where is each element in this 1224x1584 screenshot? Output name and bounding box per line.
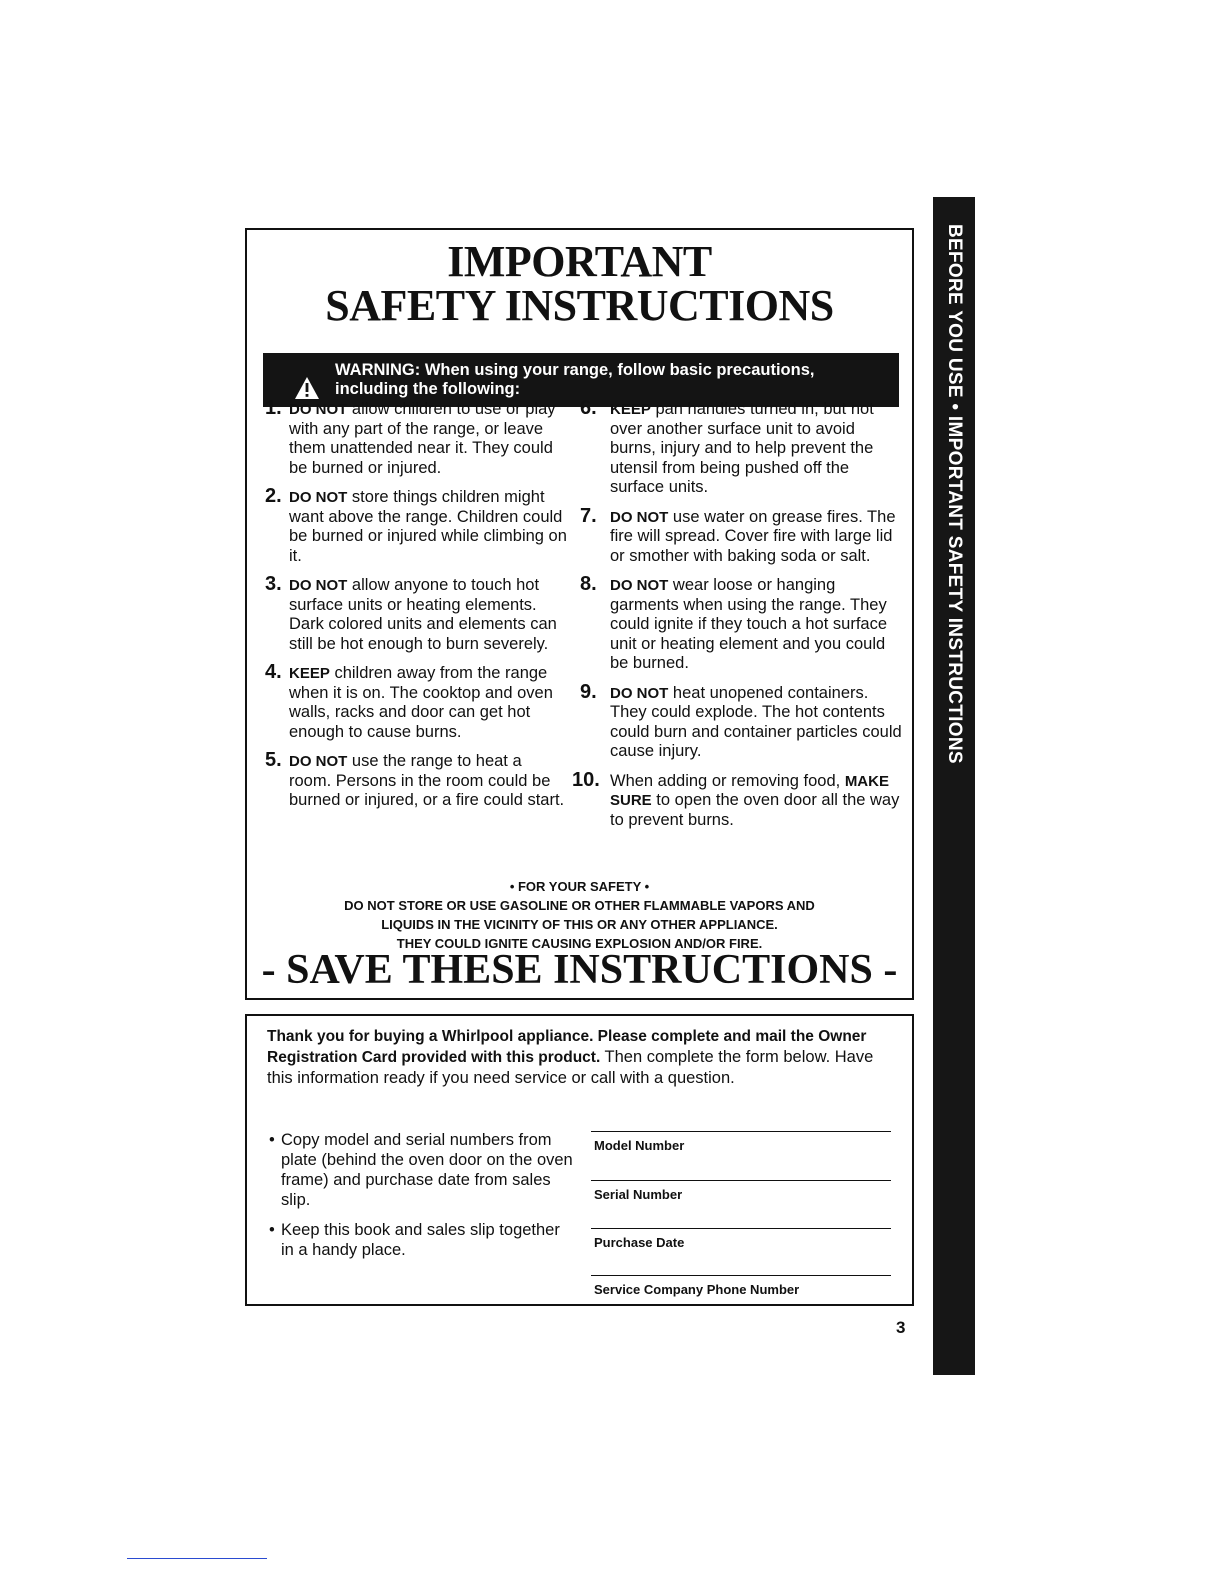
warning-text [335, 361, 895, 399]
instruction-item [580, 680, 902, 762]
instruction-text-pre: When adding or removing food, [610, 771, 845, 790]
warning-triangle-icon [295, 377, 319, 399]
instruction-text: allow children to use or play with any part of the range, or leave them unattended near it. They could be burned or injured. [289, 400, 556, 477]
instruction-text: heat unopened containers. They could explode. The hot contents could burn and container particles could cause injury. [610, 683, 902, 760]
page-number: 3 [896, 1318, 906, 1337]
instruction-text: use water on grease fires. The fire will spread. Cover fire with large lid or smother with baking soda or salt. [610, 507, 896, 565]
for-safety-line-2: LIQUIDS IN THE VICINITY OF THIS OR ANY OTHER APPLIANCE. [381, 917, 778, 932]
model-number-field[interactable] [591, 1131, 891, 1153]
instruction-number: 3. [265, 573, 282, 595]
instruction-item [259, 749, 567, 811]
instruction-keyword: KEEP [610, 401, 651, 418]
section-side-tab [933, 197, 975, 1375]
instruction-keyword: KEEP [289, 665, 330, 682]
instruction-text: pan handles turned in, but not over another surface unit to avoid burns, injury and to help prevent the utensil from being pushed off the surface units. [610, 400, 874, 496]
instruction-item [572, 768, 902, 831]
for-safety-line-1: DO NOT STORE OR USE GASOLINE OR OTHER FLAMMABLE VAPORS AND [344, 898, 815, 913]
instruction-keyword: DO NOT [289, 489, 348, 506]
instructions-column-right [572, 397, 902, 840]
instructions-column-left [259, 397, 567, 821]
instruction-number: 6. [580, 397, 597, 419]
service-phone-field[interactable] [591, 1275, 891, 1297]
registration-message [267, 1026, 899, 1088]
instruction-text: wear loose or hanging garments when using the range. They could ignite if they touch a hot surface unit or heating element and you could be burned. [610, 576, 888, 672]
instruction-keyword: DO NOT [610, 508, 669, 526]
instruction-keyword: DO NOT [610, 684, 669, 702]
divider [127, 1558, 267, 1559]
field-label: Serial Number [594, 1187, 683, 1202]
instruction-keyword: DO NOT [289, 753, 348, 770]
instruction-item [259, 661, 567, 742]
instruction-keyword: DO NOT [289, 401, 348, 418]
instruction-text: children away from the range when it is on. The cooktop and oven walls, racks and door can get hot enough to cause burns. [289, 664, 553, 741]
instruction-number: 8. [580, 573, 597, 595]
registration-bullets [269, 1130, 577, 1270]
purchase-date-field[interactable] [591, 1228, 891, 1250]
instruction-number: 5. [265, 749, 282, 771]
bullet-icon: • [269, 1131, 275, 1149]
instruction-keyword: MAKE SURE [610, 772, 889, 809]
for-safety-heading: • FOR YOUR SAFETY • [509, 879, 650, 894]
instruction-item [580, 504, 902, 567]
instruction-keyword: DO NOT [610, 577, 669, 594]
instruction-keyword: DO NOT [289, 577, 348, 594]
instruction-number: 1. [265, 397, 282, 419]
instruction-item [259, 573, 567, 654]
save-instructions-heading: - SAVE THESE INSTRUCTIONS - [261, 947, 898, 993]
instruction-item [259, 397, 567, 478]
instruction-text: to open the oven door all the way to prevent burns. [610, 791, 900, 829]
side-tab-label: BEFORE YOU USE • IMPORTANT SAFETY INSTRUCTIONS [944, 224, 965, 764]
instruction-text: use the range to heat a room. Persons in the room could be burned or injured, or a fire could start. [289, 752, 565, 809]
bullet-icon: • [269, 1221, 275, 1239]
instruction-item [259, 485, 567, 566]
registration-box [245, 1014, 914, 1306]
warning-line-1: WARNING: When using your range, follow basic precautions, [335, 361, 815, 379]
instruction-item [580, 397, 902, 498]
instruction-text: allow anyone to touch hot surface units or heating elements. Dark colored units and elements can still be hot enough to burn severely. [289, 576, 557, 653]
warning-line-2: including the following: [335, 380, 521, 398]
registration-message-text: Then complete the form below. Have this information ready if you need service or call with a question. [267, 1048, 874, 1087]
instruction-number: 4. [265, 661, 282, 683]
safety-instructions-box [245, 228, 914, 1000]
title-line-2: SAFETY INSTRUCTIONS [325, 281, 834, 330]
for-safety-line-3: THEY COULD IGNITE CAUSING EXPLOSION AND/OR FIRE. [396, 936, 763, 951]
bullet-text: Copy model and serial numbers from plate (behind the oven door on the oven frame) and purchase date from sales slip. [281, 1131, 573, 1209]
instruction-number: 7. [580, 504, 597, 527]
instruction-number: 2. [265, 485, 282, 507]
serial-number-field[interactable] [591, 1180, 891, 1202]
page-title [247, 237, 912, 330]
field-label: Service Company Phone Number [594, 1282, 800, 1297]
instruction-item [580, 573, 902, 674]
instruction-text: store things children might want above the range. Children could be burned or injured while climbing on it. [289, 488, 567, 565]
field-label: Model Number [594, 1138, 685, 1153]
instruction-number: 9. [580, 680, 597, 703]
for-your-safety-notice [247, 877, 912, 953]
field-label: Purchase Date [594, 1235, 685, 1250]
list-item [269, 1220, 577, 1260]
instruction-number: 10. [572, 768, 600, 791]
registration-message-bold: Thank you for buying a Whirlpool appliance. Please complete and mail the Owner Registration Card provided with this product. [267, 1028, 867, 1066]
list-item [269, 1130, 577, 1210]
title-line-1: IMPORTANT [447, 237, 712, 286]
bullet-text: Keep this book and sales slip together in a handy place. [281, 1221, 560, 1259]
